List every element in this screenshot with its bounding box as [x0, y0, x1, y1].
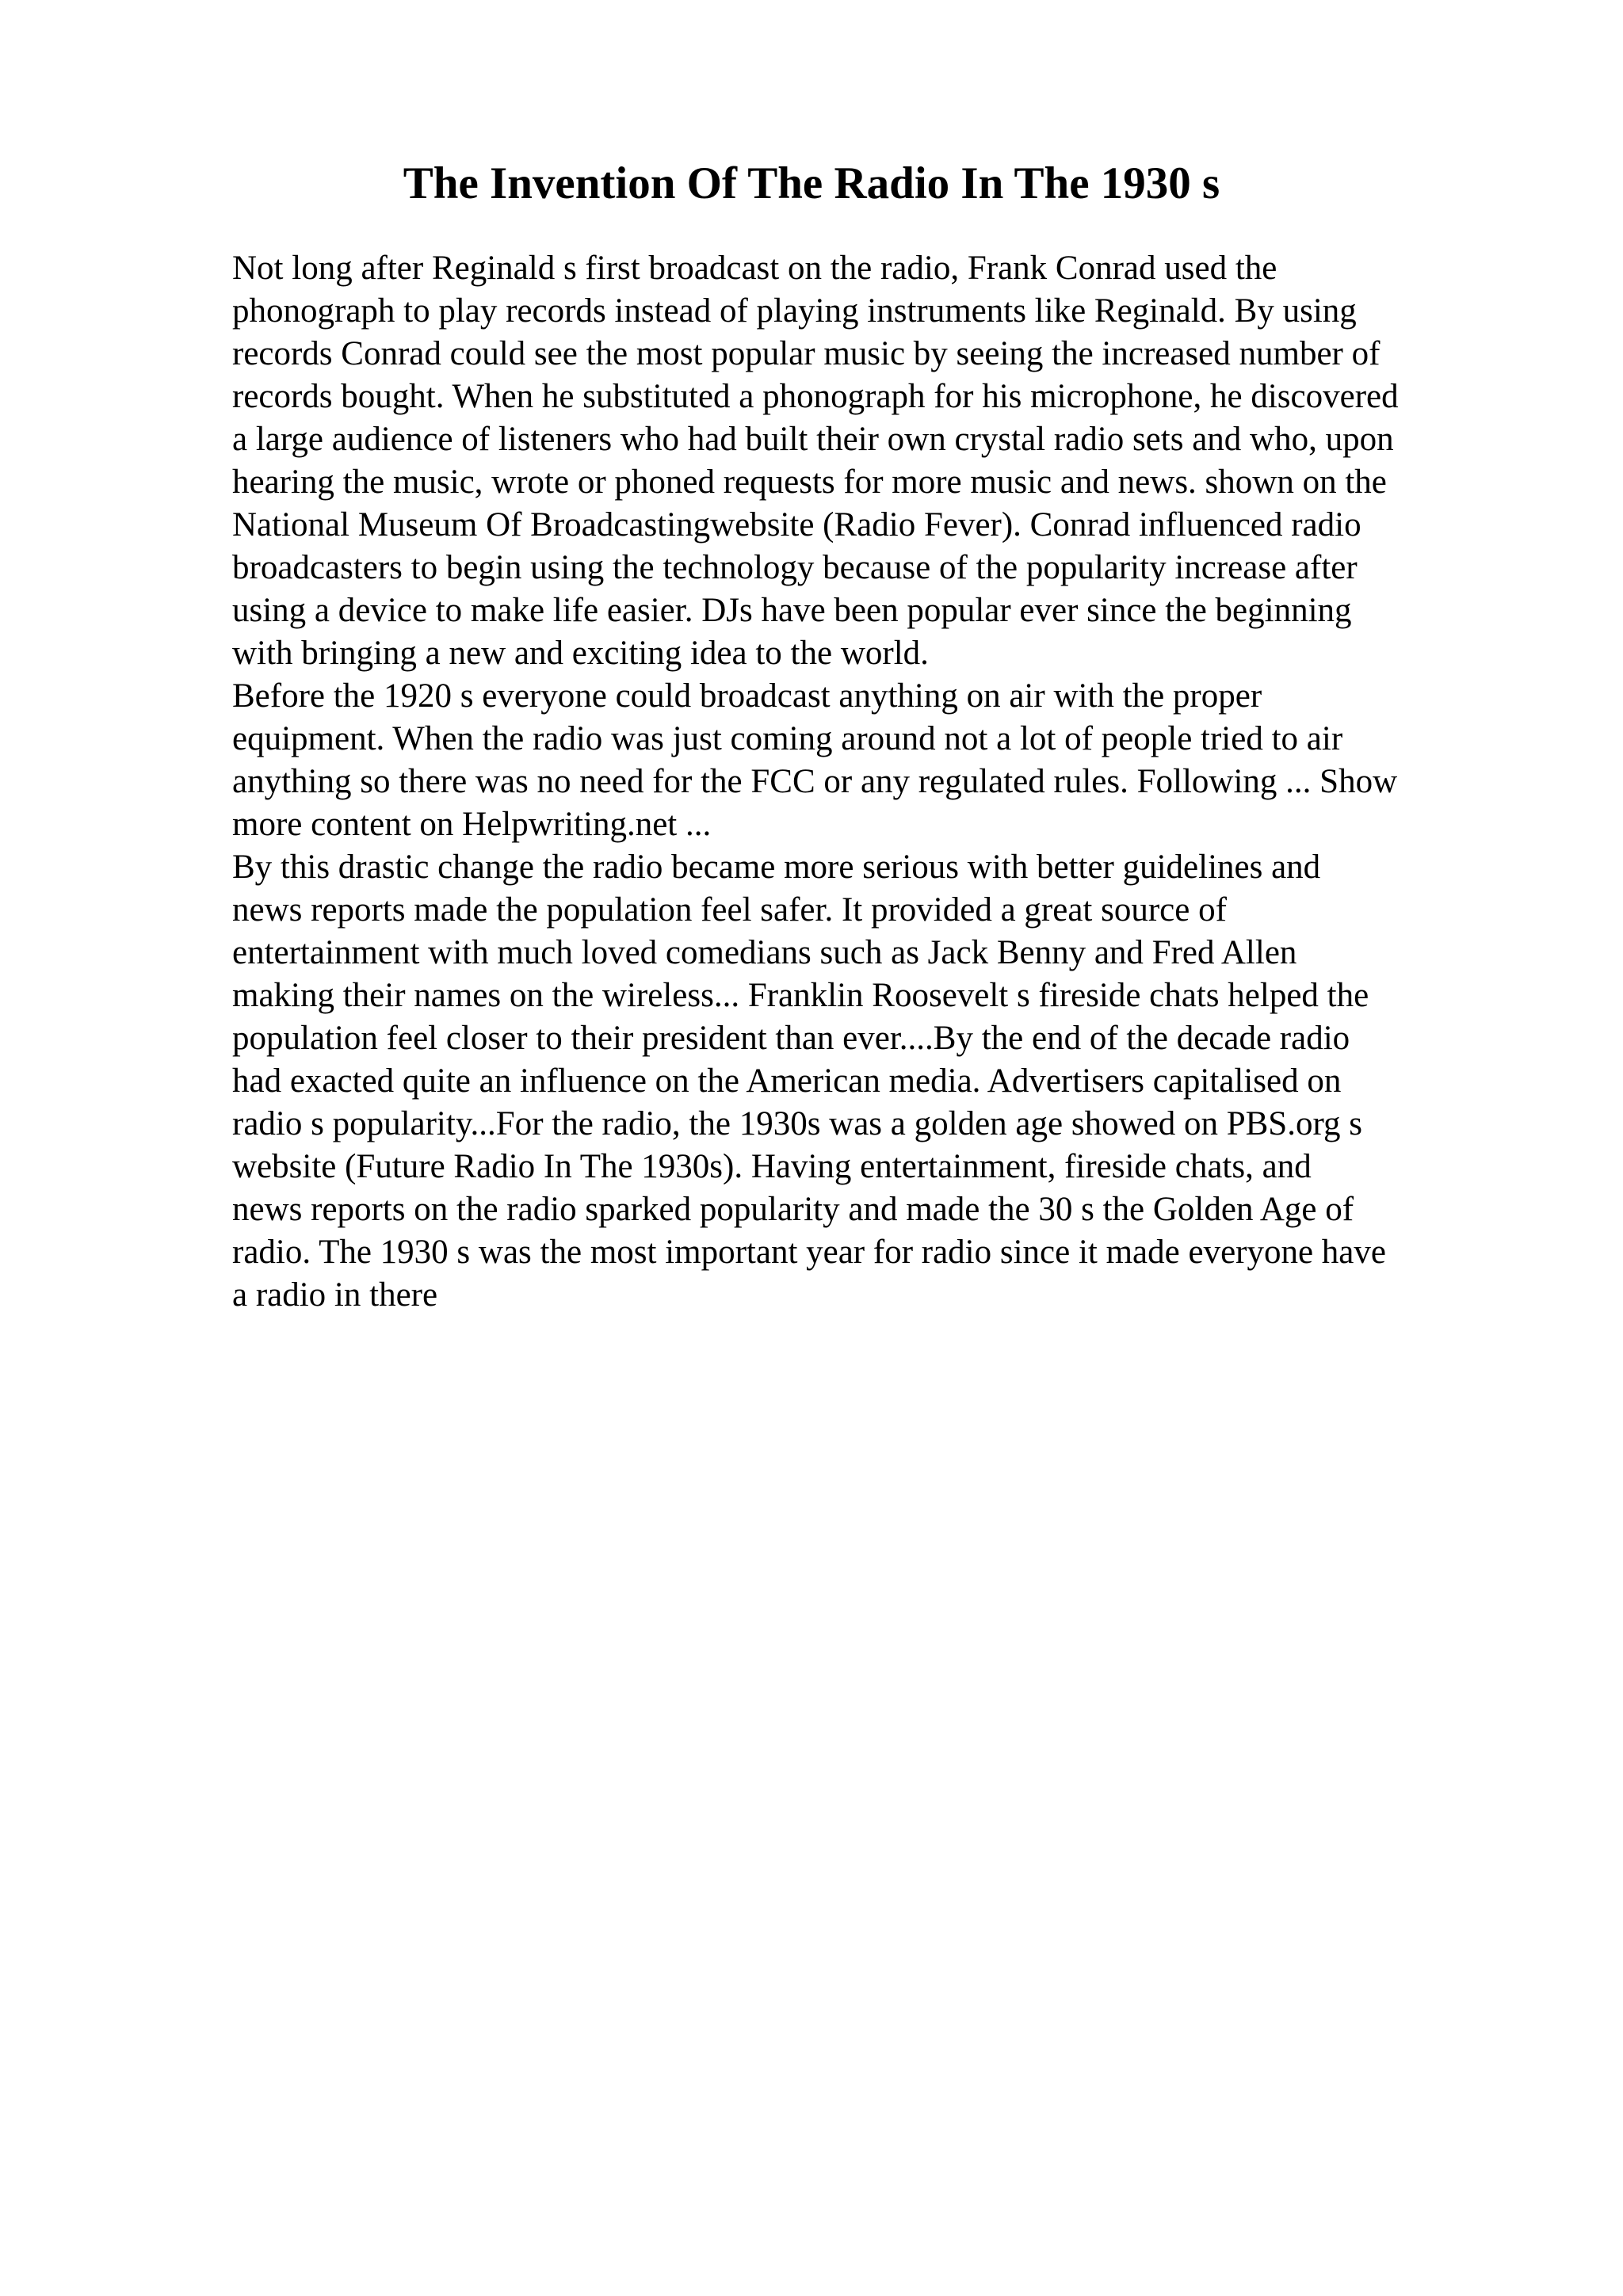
- text-line: entertainment with much loved comedians such as Jack Benny and Fred Allen: [232, 934, 1297, 971]
- document-body: [232, 247, 1532, 1317]
- text-line: had exacted quite an influence on the American media. Advertisers capitalised on: [232, 1062, 1342, 1100]
- text-line: with bringing a new and exciting idea to the world.: [232, 635, 929, 672]
- text-line: hearing the music, wrote or phoned requests for more music and news. shown on the: [232, 463, 1387, 501]
- text-line: phonograph to play records instead of playing instruments like Reginald. By using: [232, 292, 1357, 330]
- text-line: radio s popularity...For the radio, the 1930s was a golden age showed on PBS.org s: [232, 1105, 1362, 1142]
- paragraph-3: [232, 846, 1532, 1317]
- text-line: news reports made the population feel safer. It provided a great source of: [232, 891, 1227, 929]
- text-line: population feel closer to their president than ever....By the end of the decade radio: [232, 1020, 1350, 1057]
- text-line: equipment. When the radio was just coming around not a lot of people tried to air: [232, 720, 1343, 757]
- text-line: National Museum Of Broadcastingwebsite (Radio Fever). Conrad influenced radio: [232, 506, 1361, 543]
- text-line: anything so there was no need for the FCC or any regulated rules. Following ... Show: [232, 763, 1398, 800]
- text-line: website (Future Radio In The 1930s). Having entertainment, fireside chats, and: [232, 1148, 1312, 1185]
- text-line: Before the 1920 s everyone could broadcast anything on air with the proper: [232, 677, 1262, 715]
- text-line: using a device to make life easier. DJs have been popular ever since the beginning: [232, 592, 1352, 629]
- text-line: more content on Helpwriting.net ...: [232, 806, 712, 843]
- text-line: broadcasters to begin using the technology because of the popularity increase after: [232, 549, 1358, 586]
- text-line: Not long after Reginald s first broadcast on the radio, Frank Conrad used the: [232, 250, 1277, 287]
- text-line: records Conrad could see the most popular music by seeing the increased number of: [232, 335, 1381, 372]
- text-line: records bought. When he substituted a phonograph for his microphone, he discovered: [232, 378, 1399, 415]
- text-line: radio. The 1930 s was the most important year for radio since it made everyone have: [232, 1234, 1386, 1271]
- paragraph-1: [232, 247, 1532, 675]
- text-line: a large audience of listeners who had built their own crystal radio sets and who, upon: [232, 421, 1394, 458]
- text-line: By this drastic change the radio became more serious with better guidelines and: [232, 849, 1321, 886]
- text-line: a radio in there: [232, 1276, 438, 1314]
- text-line: making their names on the wireless... Franklin Roosevelt s fireside chats helped the: [232, 977, 1369, 1014]
- text-line: news reports on the radio sparked popularity and made the 30 s the Golden Age of: [232, 1191, 1354, 1228]
- page-title: The Invention Of The Radio In The 1930 s: [403, 158, 1220, 208]
- paragraph-2: [232, 675, 1532, 846]
